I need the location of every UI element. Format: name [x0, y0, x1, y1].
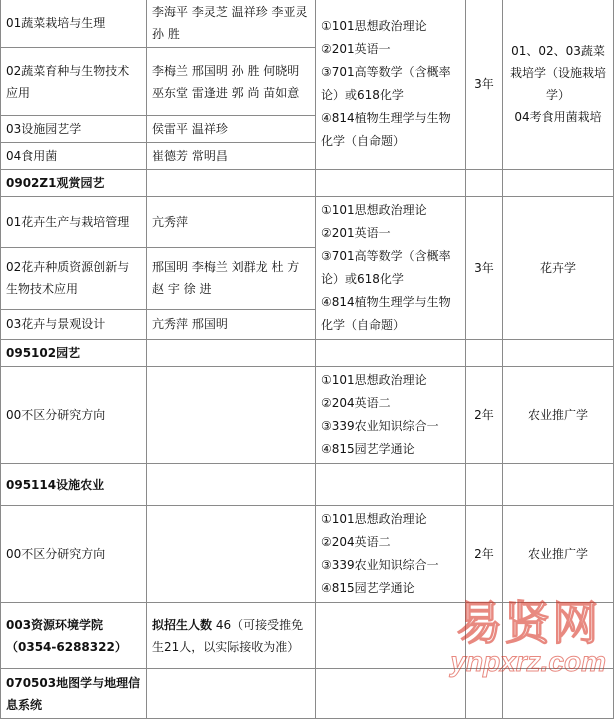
teachers-cell: 李海平 李灵芝 温祥珍 李亚灵 孙 胜: [147, 0, 316, 48]
direction-cell: 04食用菌: [1, 143, 147, 170]
table-row: [1, 603, 614, 669]
notes-cell: 农业推广学: [503, 367, 614, 464]
subject-line: ①101思想政治理论: [321, 19, 427, 33]
years-cell: 3年: [466, 197, 503, 340]
major-heading: 095102园艺: [1, 340, 147, 367]
subject-line: ①101思想政治理论②204英语二: [321, 512, 427, 549]
subject-line: ④815园艺学通论: [321, 442, 415, 456]
table-row: [1, 367, 614, 464]
quota-text: 46（可接受推免生21人，以实际接收为准）: [152, 617, 304, 654]
subject-line: ③701高等数学（含概率论）或618化学: [321, 249, 451, 286]
subject-line: ④815园艺学通论: [321, 581, 415, 595]
major-heading: 095114设施农业: [1, 464, 147, 506]
years-cell: 2年: [466, 506, 503, 603]
quota-cell: [147, 603, 316, 669]
exam-subjects-cell: [316, 197, 466, 340]
direction-cell: 03花卉与景观设计: [1, 309, 147, 339]
direction-cell: 00不区分研究方向: [1, 367, 147, 464]
teachers-cell: [147, 506, 316, 603]
subject-line: ④814植物生理学与生物化学（自命题）: [321, 111, 451, 148]
subject-line: ①101思想政治理论: [321, 203, 427, 217]
teachers-cell: 李梅兰 邢国明 孙 胜 何晓明 巫东堂 雷逢进 郭 尚 苗如意: [147, 48, 316, 116]
exam-subjects-cell: [316, 0, 466, 170]
subject-line: ③339农业知识综合一: [321, 419, 439, 433]
watermark-title: 易贤网: [456, 597, 601, 649]
teachers-cell: 邢国明 李梅兰 刘群龙 杜 方 赵 宇 徐 进: [147, 247, 316, 309]
subject-line: ④814植物生理学与生物化学（自命题）: [321, 295, 451, 332]
exam-subjects-cell: [316, 367, 466, 464]
subject-line: ③339农业知识综合一: [321, 558, 439, 572]
notes-cell: 01、02、03蔬菜栽培学（设施栽培学） 04考食用菌栽培: [503, 0, 614, 170]
notes-cell: 花卉学: [503, 197, 614, 340]
teachers-cell: 侯雷平 温祥珍: [147, 116, 316, 143]
direction-cell: 01花卉生产与栽培管理: [1, 197, 147, 248]
direction-cell: 02蔬菜育种与生物技术应用: [1, 48, 147, 116]
teachers-cell: 亢秀萍: [147, 197, 316, 248]
teachers-cell: 亢秀萍 邢国明: [147, 309, 316, 339]
table-row: [1, 197, 614, 248]
table-row: [1, 669, 614, 719]
table-row: [1, 0, 614, 48]
watermark-url: ynpxrz.com: [450, 646, 606, 677]
college-heading: 003资源环境学院（0354-6288322）: [1, 603, 147, 669]
major-heading: 070503地图学与地理信息系统: [1, 669, 147, 719]
table-row: [1, 170, 614, 197]
direction-cell: 00不区分研究方向: [1, 506, 147, 603]
table-row: [1, 506, 614, 603]
subject-line: ③701高等数学（含概率论）或618化学: [321, 65, 451, 102]
major-heading: 0902Z1观赏园艺: [1, 170, 147, 197]
years-cell: 2年: [466, 367, 503, 464]
subject-line: ②201英语一: [321, 42, 391, 56]
subject-line: ②201英语一: [321, 226, 391, 240]
table-row: [1, 340, 614, 367]
direction-cell: 01蔬菜栽培与生理: [1, 0, 147, 48]
teachers-cell: [147, 367, 316, 464]
exam-subjects-cell: [316, 506, 466, 603]
teachers-cell: 崔德芳 常明昌: [147, 143, 316, 170]
quota-label: 拟招生人数: [152, 617, 213, 632]
table-row: [1, 464, 614, 506]
years-cell: 3年: [466, 0, 503, 170]
notes-cell: 农业推广学: [503, 506, 614, 603]
direction-cell: 03设施园艺学: [1, 116, 147, 143]
subject-line: ①101思想政治理论②204英语二: [321, 373, 427, 410]
direction-cell: 02花卉种质资源创新与生物技术应用: [1, 247, 147, 309]
